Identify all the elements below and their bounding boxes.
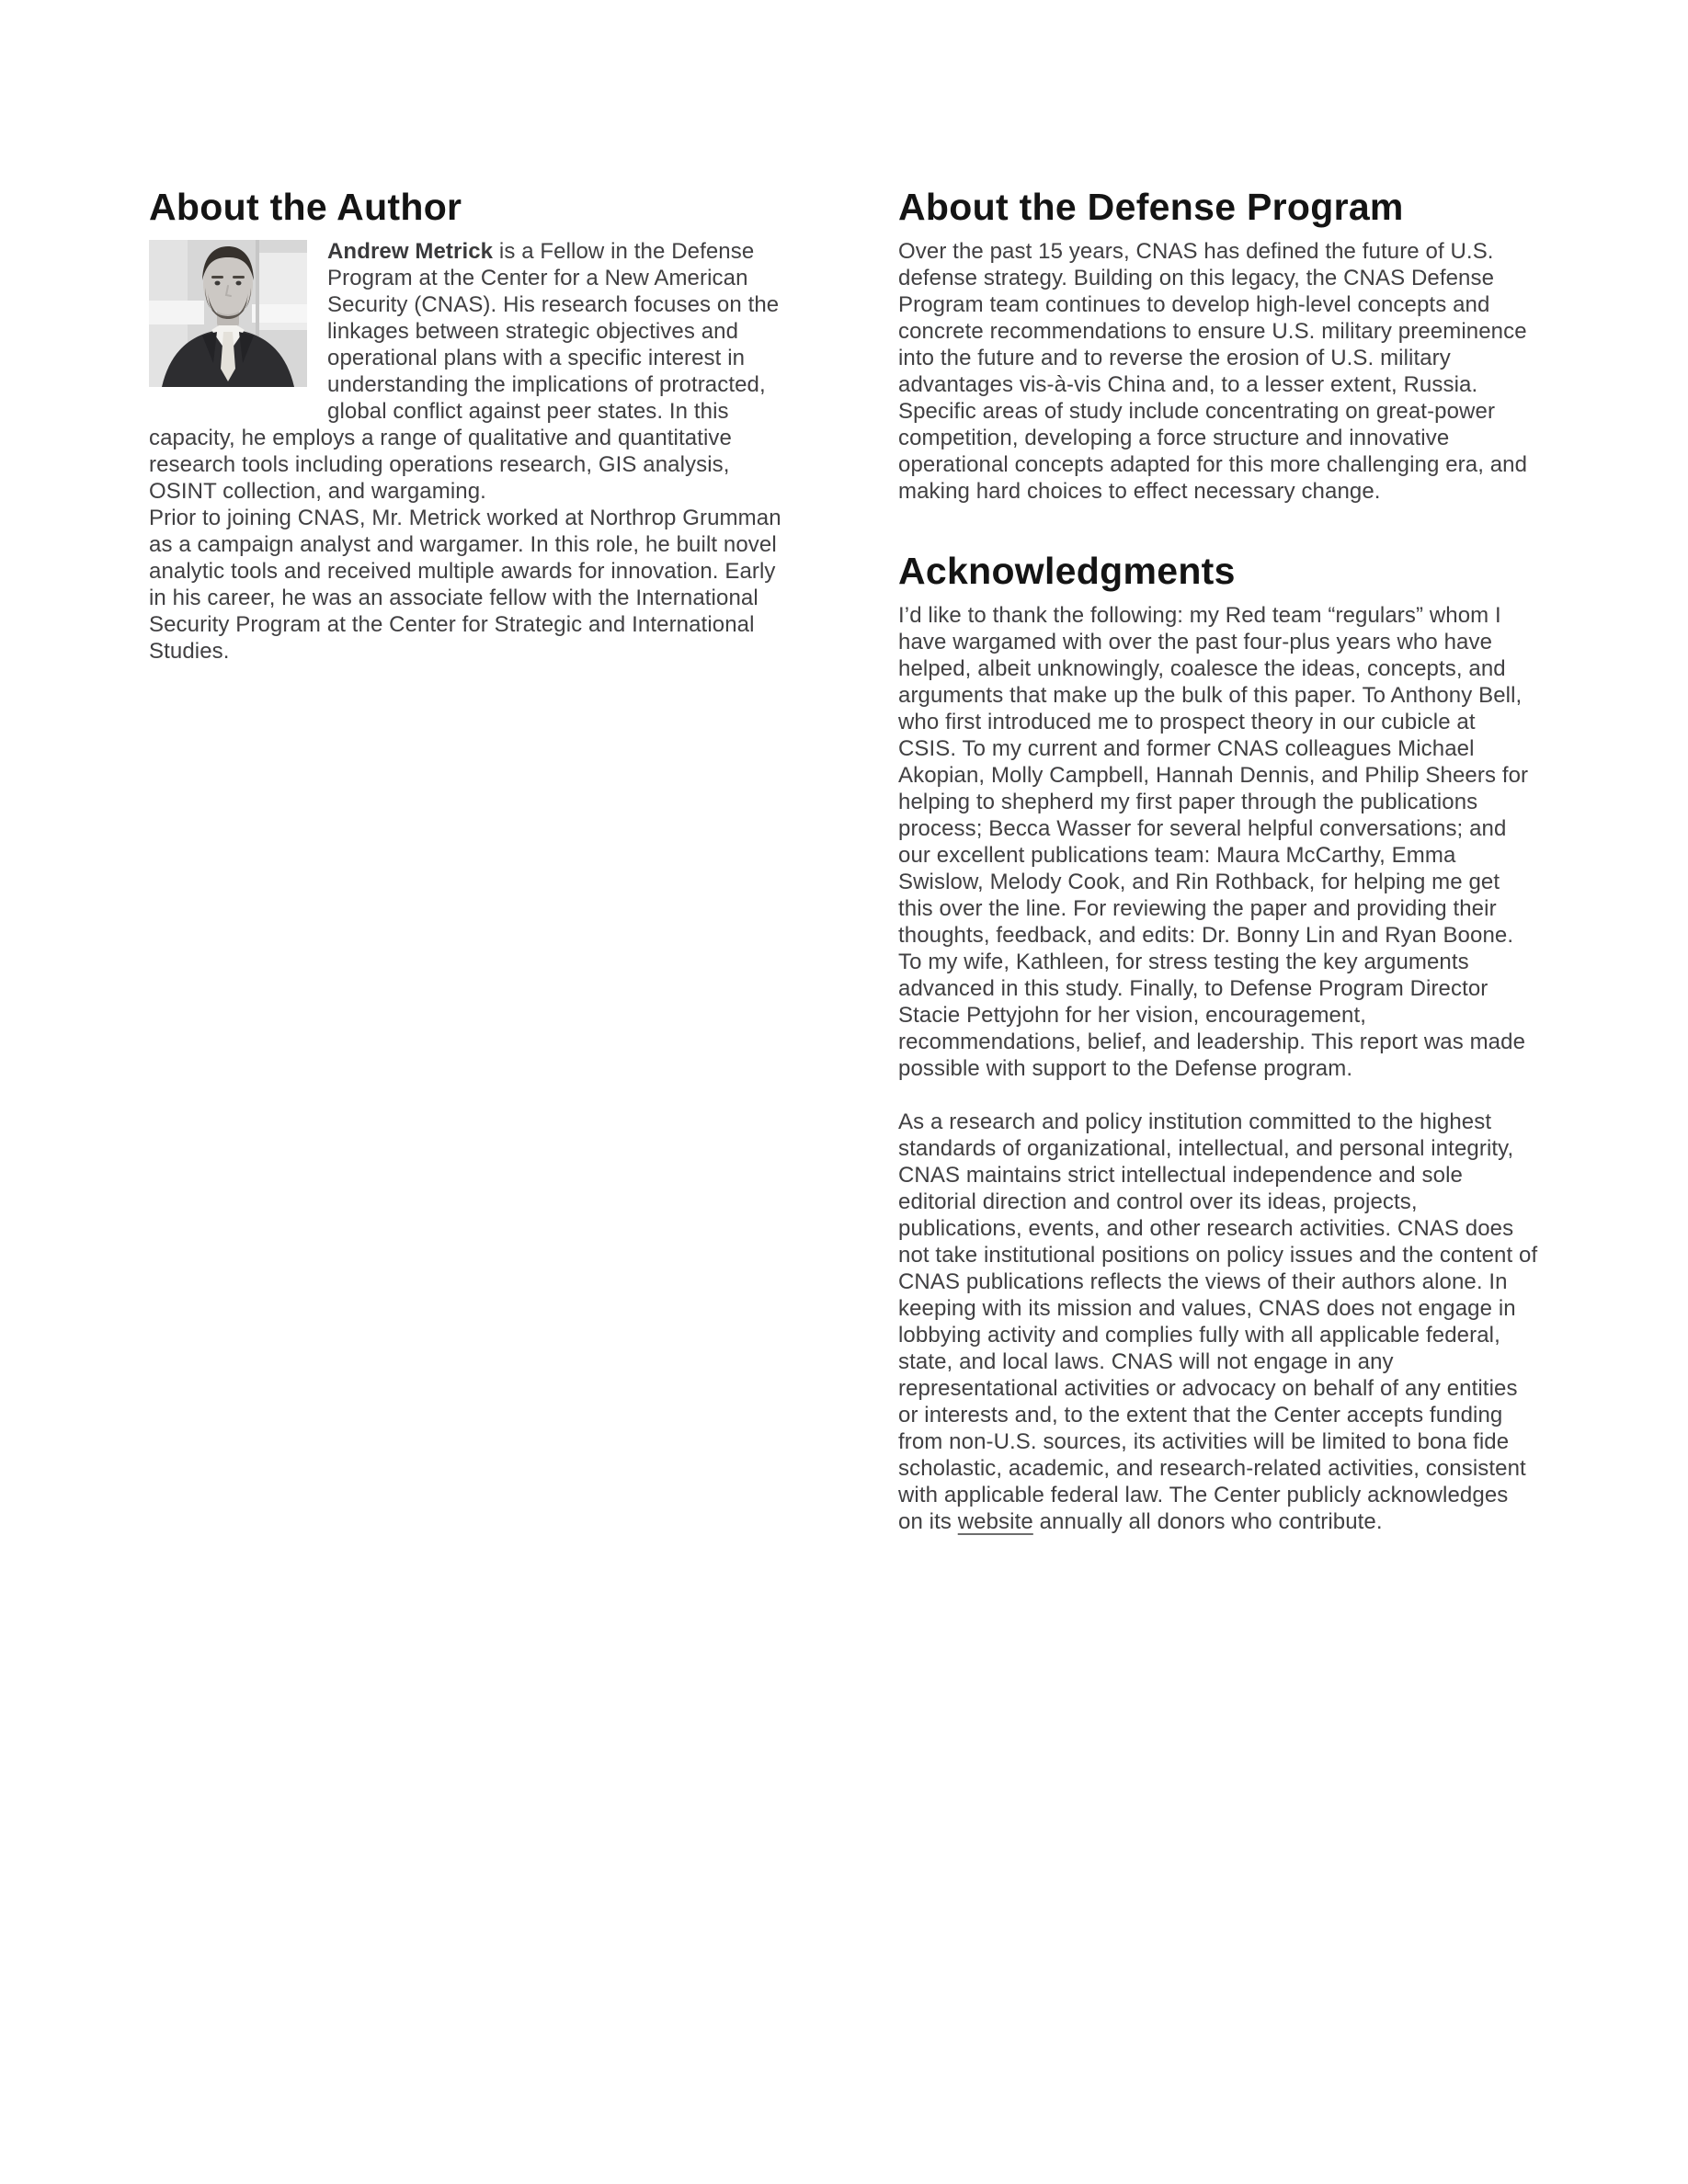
- right-column: [898, 187, 1538, 1535]
- author-bio-text: is a Fellow in the Defense Program at the Center for a New American Security (CNAS). His research focuses on the linkages between strategic objectives and operational plans with a specific interest in understanding the implications of protracted, global conflict against peer states. In this capacity, he employs a range of qualitative and quantitative research tools including operations research, GIS analysis, OSINT collection, and wargaming.: [149, 239, 780, 504]
- author-photo: [149, 240, 307, 387]
- author-bio-block: [149, 238, 789, 505]
- defense-program-paragraph: Over the past 15 years, CNAS has defined the future of U.S. defense strategy. Building on this legacy, the CNAS Defense Program team continues to develop high-level concepts and concrete recommendations to ensure U.S. military preeminence into the future and to reverse the erosion of U.S. military advantages vis-à-vis China and, to a lesser extent, Russia. Specific areas of study include concentrating on great-power competition, developing a force structure and innovative operational concepts adapted for this more challenging era, and making hard choices to effect necessary change.: [898, 239, 1528, 504]
- disclaimer-text-after-link: annually all donors who contribute.: [1032, 1509, 1383, 1534]
- defense-program-section: [898, 187, 1538, 505]
- author-career-paragraph: Prior to joining CNAS, Mr. Metrick worked at Northrop Grumman as a campaign analyst and wargamer. In this role, he built novel analytic tools and received multiple awards for innovation. Early in his career, he was an associate fellow with the International Security Program at the Center for Strategic and International Studies.: [149, 506, 781, 664]
- institutional-disclaimer-paragraph: [898, 1109, 1538, 1535]
- acknowledgments-heading: Acknowledgments: [898, 550, 1236, 592]
- left-column: [149, 187, 789, 665]
- defense-program-heading: About the Defense Program: [898, 186, 1404, 228]
- acknowledgments-paragraph: I’d like to thank the following: my Red team “regulars” whom I have wargamed with over the past four-plus years who have helped, albeit unknowingly, coalesce the ideas, concepts, and arguments that make up the bulk of this paper. To Anthony Bell, who first introduced me to prospect theory in our cubicle at CSIS. To my current and former CNAS colleagues Michael Akopian, Molly Campbell, Hannah Dennis, and Philip Sheers for helping to shepherd my first paper through the publications process; Becca Wasser for several helpful conversations; and our excellent publications team: Maura McCarthy, Emma Swislow, Melody Cook, and Rin Rothback, for helping me get this over the line. For reviewing the paper and providing their thoughts, feedback, and edits: Dr. Bonny Lin and Ryan Boone. To my wife, Kathleen, for stress testing the key arguments advanced in this study. Finally, to Defense Program Director Stacie Pettyjohn for her vision, encouragement, recommendations, belief, and leadership. This report was made possible with support to the Defense program.: [898, 603, 1529, 1081]
- acknowledgments-section: [898, 551, 1538, 1535]
- author-photo-illustration: [149, 240, 307, 387]
- about-author-section: [149, 187, 789, 665]
- website-link[interactable]: website: [957, 1509, 1033, 1534]
- disclaimer-text-before-link: As a research and policy institution committed to the highest standards of organizational, intellectual, and personal integrity, CNAS maintains strict intellectual independence and sole editorial direction and control over its ideas, projects, publications, events, and other research activities. CNAS does not take institutional positions on policy issues and the content of CNAS publications reflects the views of their authors alone. In keeping with its mission and values, CNAS does not engage in lobbying activity and complies fully with all applicable federal, state, and local laws. CNAS will not engage in any representational activities or advocacy on behalf of any entities or interests and, to the extent that the Center accepts funding from non-U.S. sources, its activities will be limited to bona fide scholastic, academic, and research-related activities, consistent with applicable federal law. The Center publicly acknowledges on its: [898, 1109, 1538, 1534]
- about-author-heading: About the Author: [149, 186, 462, 228]
- author-name: Andrew Metrick: [327, 239, 494, 264]
